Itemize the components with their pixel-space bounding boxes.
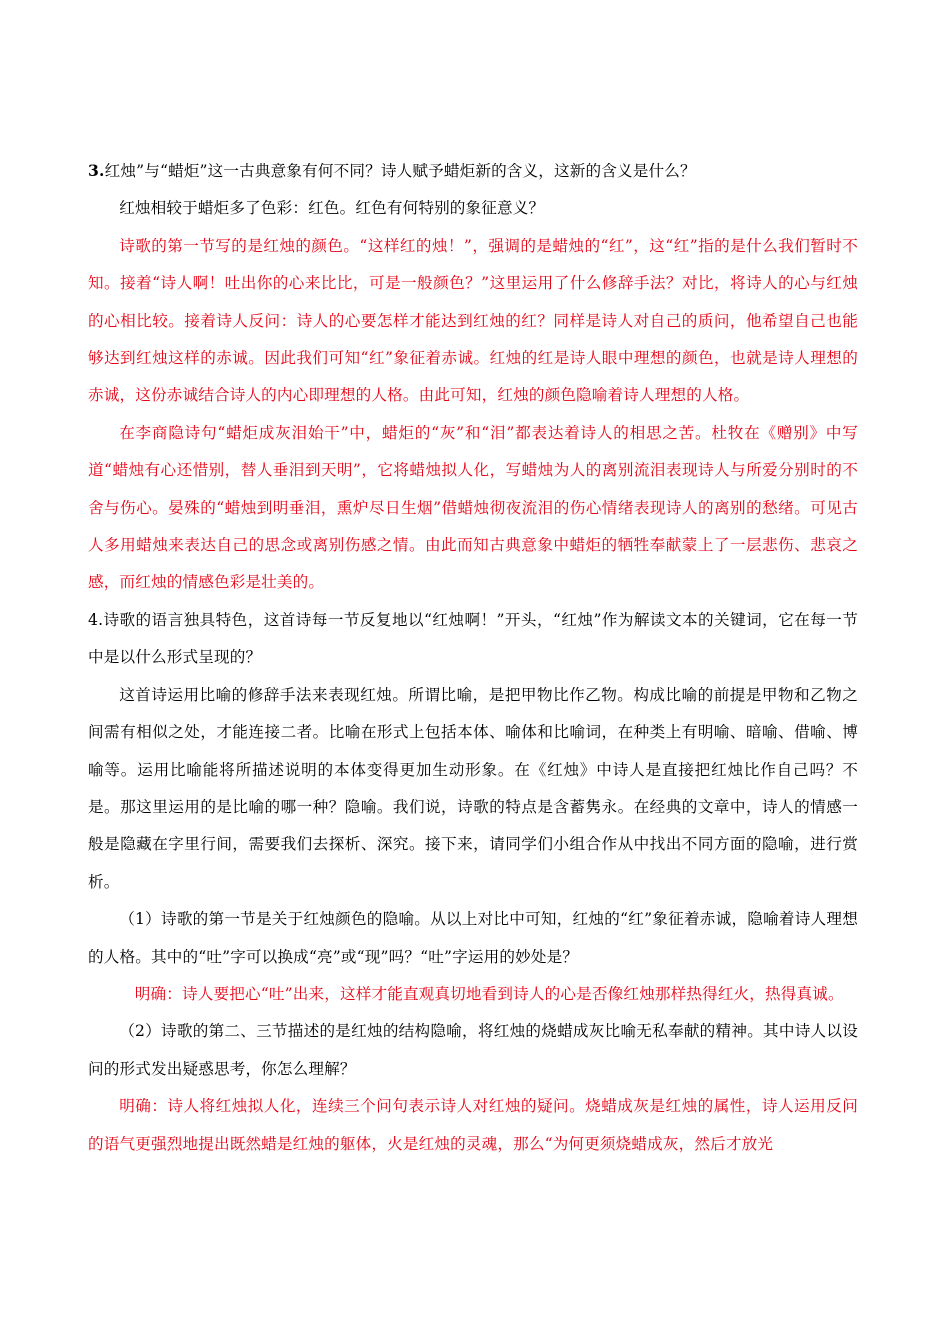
question-3-number: 3. — [88, 161, 105, 180]
question-4-sub-2-question: （2）诗歌的第二、三节描述的是红烛的结构隐喻，将红烛的烧蜡成灰比喻无私奉献的精神。其中诗人以设问的形式发出疑惑思考，你怎么理解？ — [88, 1022, 858, 1078]
question-3-answer-1: 诗歌的第一节写的是红烛的颜色。“这样红的烛！”，强调的是蜡烛的“红”，这“红”指的是什么我们暂时不知。接着“诗人啊！吐出你的心来比比，可是一般颜色？”这里运用了什么修辞手法？对比，将诗人的心与红烛的心相比较。接着诗人反问：诗人的心要怎样才能达到红烛的红？同样是诗人对自己的质问，他希望自己也能够达到红烛这样的赤诚。因此我们可知“红”象征着赤诚。红烛的红是诗人眼中理想的颜色，也就是诗人理想的赤诚，这份赤诚结合诗人的内心即理想的人格。由此可知，红烛的颜色隐喻着诗人理想的人格。 — [88, 236, 858, 405]
document-page — [88, 152, 858, 1163]
question-4-sub-1-question: （1）诗歌的第一节是关于红烛颜色的隐喻。从以上对比中可知，红烛的“红”象征着赤诚，隐喻着诗人理想的人格。其中的“吐”字可以换成“亮”或“现”吗？“吐”字运用的妙处是？ — [88, 910, 858, 966]
question-4: 4.诗歌的语言独具特色，这首诗每一节反复地以“红烛啊！”开头，“红烛”作为解读文本的关键词，它在每一节中是以什么形式呈现的？ — [88, 610, 858, 667]
question-4-intro: 这首诗运用比喻的修辞手法来表现红烛。所谓比喻，是把甲物比作乙物。构成比喻的前提是甲物和乙物之间需有相似之处，才能连接二者。比喻在形式上包括本体、喻体和比喻词，在种类上有明喻、暗喻、借喻、博喻等。运用比喻能将所描述说明的本体变得更加生动形象。在《红烛》中诗人是直接把红烛比作自己吗？不是。那这里运用的是比喻的哪一种？隐喻。我们说，诗歌的特点是含蓄隽永。在经典的文章中，诗人的情感一般是隐藏在字里行间，需要我们去探析、深究。接下来，请同学们小组合作从中找出不同方面的隐喻，进行赏析。 — [88, 685, 858, 891]
question-3-text: 红烛”与“蜡炬”这一古典意象有何不同？诗人赋予蜡炬新的含义，这新的含义是什么？ — [104, 162, 696, 180]
question-3-prompt: 红烛相较于蜡炬多了色彩：红色。红色有何特别的象征意义？ — [119, 199, 545, 218]
question-4-sub-2-answer: 明确：诗人将红烛拟人化，连续三个问句表示诗人对红烛的疑问。烧蜡成灰是红烛的属性，诗人运用反问的语气更强烈地提出既然蜡是红烛的躯体，火是红烛的灵魂，那么“为何更须烧蜡成灰，然后才放光 — [88, 1097, 858, 1153]
question-4-sub-1-answer: 明确：诗人要把心“吐”出来，这样才能直观真切地看到诗人的心是否像红烛那样热得红火，热得真诚。 — [134, 984, 844, 1003]
question-3-answer-2: 在李商隐诗句“蜡炬成灰泪始干”中，蜡炬的“灰”和“泪”都表达着诗人的相思之苦。杜牧在《赠别》中写道“蜡烛有心还惜别，替人垂泪到天明”，它将蜡烛拟人化，写蜡烛为人的离别流泪表现诗人与所爱分别时的不舍与伤心。晏殊的“蜡烛到明垂泪，熏炉尽日生烟”借蜡烛彻夜流泪的伤心情绪表现诗人的离别的愁绪。可见古人多用蜡烛来表达自己的思念或离别伤感之情。由此而知古典意象中蜡炬的牺牲奉献蒙上了一层悲伤、悲哀之感，而红烛的情感色彩是壮美的。 — [88, 423, 858, 592]
question-3 — [88, 152, 858, 190]
